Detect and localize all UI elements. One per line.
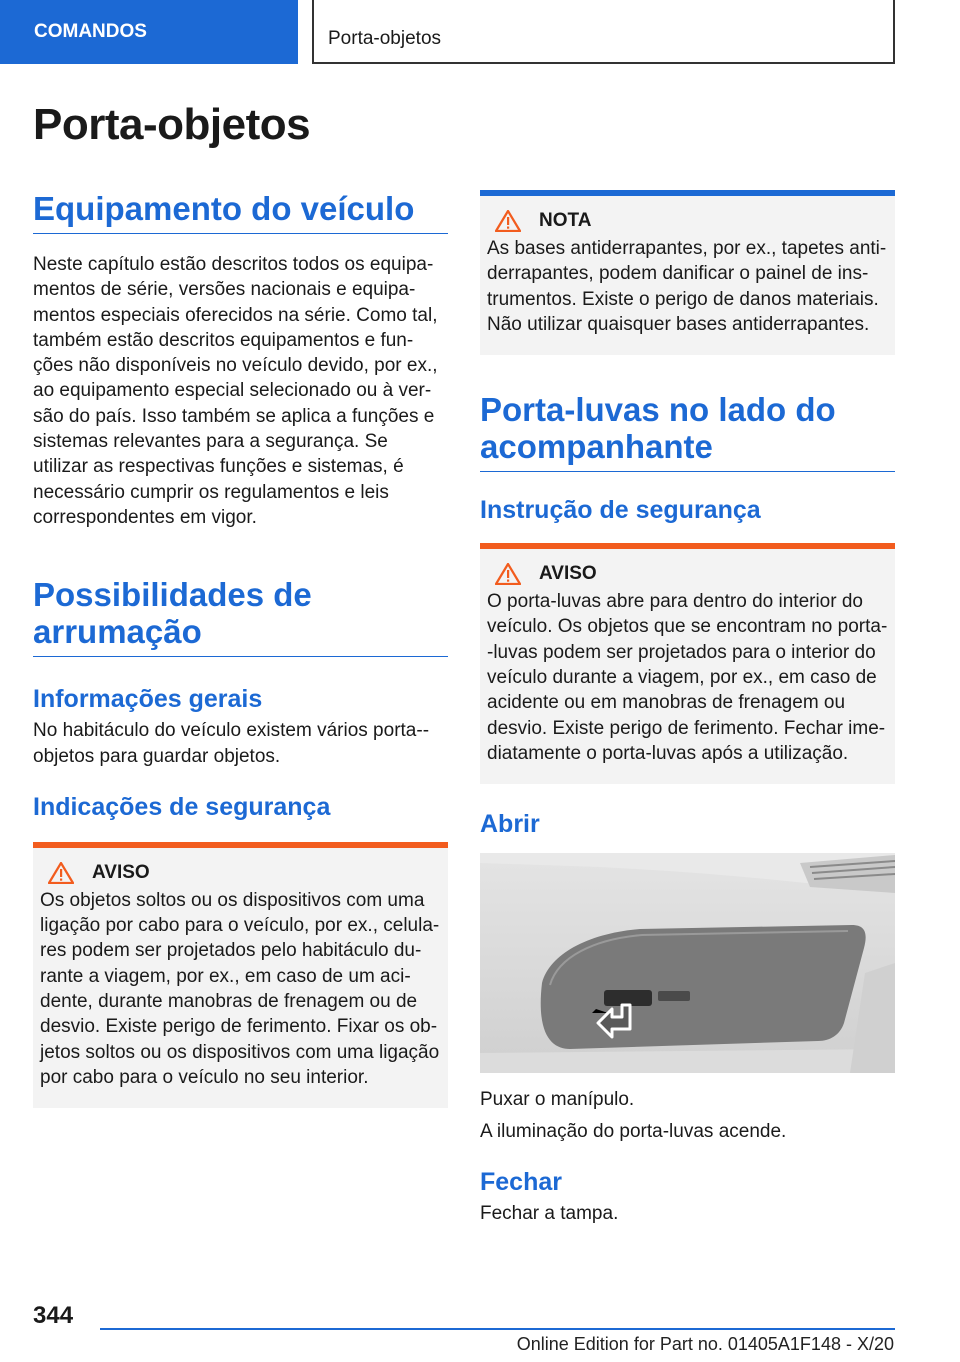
note-text: As bases antiderrapantes, por ex., tapetes anti-derrapantes, podem danificar o painel de ins-trumentos. Existe o perigo de danos materiais. Não utilizar quaisquer bases antiderrapantes. <box>487 238 887 335</box>
close-heading: Fechar <box>480 1167 562 1196</box>
page-number: 344 <box>33 1302 74 1329</box>
edition-footer: Online Edition for Part no. 01405A1F148 - X/20 <box>516 1334 894 1354</box>
safety-instruction-heading: Instrução de segurança <box>480 496 761 525</box>
glovebox-photo <box>480 853 895 1073</box>
open-result: A iluminação do porta-luvas acende. <box>480 1120 787 1142</box>
note-triangle-icon <box>495 210 521 232</box>
page-title: Porta-objetos <box>33 100 311 149</box>
right-column <box>480 190 895 1226</box>
open-step: Puxar o manípulo. <box>480 1089 635 1111</box>
glovebox-heading: Porta-luvas no lado do acompanhante <box>480 391 895 472</box>
equipment-heading: Equipamento do veículo <box>33 190 448 234</box>
warning-header <box>40 862 441 884</box>
close-step: Fechar a tampa. <box>480 1202 619 1224</box>
open-heading: Abrir <box>480 810 540 839</box>
glovebox-illustration <box>480 853 895 1073</box>
glovebox-warning-box <box>480 543 895 784</box>
general-info-heading: Informações gerais <box>33 685 263 714</box>
footer-divider <box>100 1328 895 1330</box>
glovebox-warning-label: AVISO <box>539 563 597 585</box>
warning-triangle-icon <box>48 862 74 884</box>
note-header <box>487 210 888 232</box>
warning-triangle-icon <box>495 563 521 585</box>
equipment-text: Neste capítulo estão descritos todos os equipa-mentos de série, versões nacionais e equipa-mentos especiais oferecidos na série. Como tal, também estão descritos equipamentos e fun-ções não disponíveis no veículo devido, por ex., ao equipamento especial selecionado ou à ver-são do país. Isso também se aplica a funções e sistemas relevantes para a segurança. Se utilizar as respectivas funções e sistemas, é necessário cumprir os regulamentos e leis correspondentes em vigor. <box>33 254 438 528</box>
safety-notes-heading: Indicações de segurança <box>33 792 331 821</box>
chapter-header <box>312 0 895 64</box>
storage-heading: Possibilidades de arrumação <box>33 576 448 657</box>
note-label: NOTA <box>539 210 592 231</box>
chapter-label: Porta-objetos <box>328 28 442 49</box>
warning-text: Os objetos soltos ou os dispositivos com uma ligação por cabo para o veículo, por ex., celula-res podem ser projetados pelo habitáculo du-rante a viagem, por ex., em caso de um aci-dente, durante manobras de frenagem ou de desvio. Existe perigo de ferimento. Fixar os ob-jetos soltos ou os dispositivos com uma ligação por cabo para o veículo no seu interior. <box>40 889 440 1088</box>
glovebox-warning-text: O porta-luvas abre para dentro do interior do veículo. Os objetos que se encontram no porta--luvas podem ser projetados para o interior do veículo durante a viagem, por ex., em caso de acidente ou em manobras de frenagem ou desvio. Existe perigo de ferimento. Fechar ime-diatamente o porta-luvas após a utilização. <box>487 591 888 764</box>
note-box <box>480 190 895 355</box>
section-label: COMANDOS <box>34 21 147 42</box>
left-column <box>33 190 448 1108</box>
section-tab <box>0 0 298 64</box>
warning-label: AVISO <box>92 861 150 883</box>
glovebox-warning-header <box>487 563 888 585</box>
warning-box <box>33 842 448 1108</box>
general-info-text: No habitáculo do veículo existem vários porta--objetos para guardar objetos. <box>33 720 430 767</box>
